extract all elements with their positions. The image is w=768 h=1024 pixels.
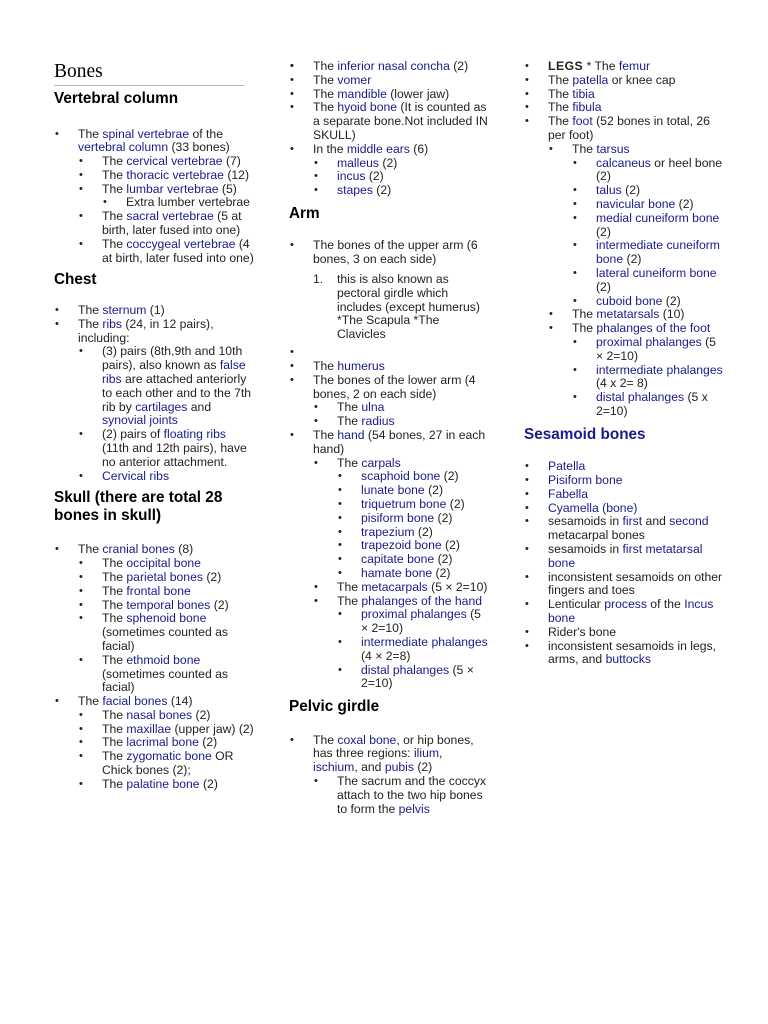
list-item-parietal: • The parietal bones (2) — [78, 571, 254, 585]
link-metacarpals[interactable]: metacarpals — [361, 579, 428, 594]
list-item-ribs: • The ribs (24, in 12 pairs), including: • (3) pairs (8th,9th and 10th pairs), also known as false ribs are attached anteriorly to each other and to the 7th rib by cartilages and synovial joints • (2) pairs of floating ribs (11th and 12th pairs), have no anterior attachment. • Cervical ribs — [54, 318, 254, 484]
list-item-navicular: • navicular bone (2) — [572, 198, 724, 212]
list-item-nasal: • The nasal bones (2) — [78, 709, 254, 723]
link-sacral-vertebrae[interactable]: sacral vertebrae — [126, 209, 214, 224]
link-patella[interactable]: patella — [572, 72, 609, 87]
heading-chest: Chest — [54, 271, 97, 289]
link-cervical-vertebrae[interactable]: cervical vertebrae — [126, 154, 223, 169]
numbered-list-pectoral — [313, 273, 489, 342]
column-1 — [54, 56, 254, 792]
link-thoracic-vertebrae[interactable]: thoracic vertebrae — [126, 167, 224, 182]
link-sternum[interactable]: sternum — [102, 302, 147, 317]
list-item-temporal: • The temporal bones (2) — [78, 599, 254, 613]
link-cranial-bones[interactable]: cranial bones — [102, 542, 175, 557]
link-palatine-bone[interactable]: palatine bone — [126, 776, 200, 791]
link-lunate-bone[interactable]: lunate bone — [361, 483, 425, 498]
list-item-extra-lumber: • Extra lumber vertebrae — [102, 196, 254, 210]
list-item-tibia: • The tibia — [524, 88, 724, 102]
link-ischium[interactable]: ischium — [313, 760, 355, 775]
link-tarsus[interactable]: tarsus — [596, 141, 630, 156]
link-occipital-bone[interactable]: occipital bone — [126, 556, 201, 571]
link-lacrimal-bone[interactable]: lacrimal bone — [126, 735, 199, 750]
link-fibula[interactable]: fibula — [572, 100, 602, 115]
list-item-pisiform: • pisiform bone (2) — [337, 512, 489, 526]
list-item-hyoid: • The hyoid bone (It is counted as a separate bone.Not included IN SKULL) — [289, 101, 489, 142]
link-intermediate-phalanges-foot[interactable]: intermediate phalanges — [596, 362, 723, 377]
link-ilium[interactable]: ilium — [413, 746, 440, 761]
list-item-lumbar: • The lumbar vertebrae (5) • Extra lumber vertebrae — [78, 183, 254, 211]
heading-arm: Arm — [289, 204, 320, 222]
link-carpals[interactable]: carpals — [361, 455, 401, 470]
link-tibia[interactable]: tibia — [572, 86, 595, 101]
list-item-frontal: • The frontal bone — [78, 585, 254, 599]
list-item-carpals: • The carpals • scaphoid bone (2) • lunate bone (2) • triquetrum bone (2) • pisiform bone (2) • trapezium (2) • trapezoid bone (2) • capitate bone (2) • hamate bone (2) — [313, 457, 489, 581]
list-arm — [289, 239, 489, 691]
list-item-facial: • The facial bones (14) • The nasal bones (2) • The maxillae (upper jaw) (2) • The lacrimal bone (2) • The zygomatic bone OR Chick bones (2); • The palatine bone (2) — [54, 695, 254, 792]
link-hyoid-bone[interactable]: hyoid bone — [337, 100, 398, 115]
list-item-phalanges-foot: • The phalanges of the foot • proximal phalanges (5 × 2=10) • intermediate phalanges (4 x 2= 8) • distal phalanges (5 x 2=10) — [548, 322, 724, 419]
link-cyamella[interactable]: Cyamella (bone) — [548, 500, 638, 515]
list-item-thoracic: • The thoracic vertebrae (12) — [78, 169, 254, 183]
list-item-legs: • LEGS * The femur — [524, 60, 724, 74]
link-hand[interactable]: hand — [337, 428, 365, 443]
list-item-vomer: • The vomer — [289, 74, 489, 88]
list-item-trapezium: • trapezium (2) — [337, 526, 489, 540]
link-sesamoid-pisiform[interactable]: Pisiform bone — [548, 473, 623, 488]
heading-pelvic-girdle: Pelvic girdle — [289, 698, 380, 716]
list-item-sesamoids-metatarsal: • sesamoids in first metatarsal bone — [524, 543, 724, 571]
page-title: Bones — [54, 60, 244, 86]
link-vertebral-column[interactable]: vertebral column — [78, 140, 169, 155]
heading-skull: Skull (there are total 28 bones in skull) — [54, 489, 223, 524]
link-distal-phalanges-hand[interactable]: distal phalanges — [361, 662, 450, 677]
list-item-lunate: • lunate bone (2) — [337, 484, 489, 498]
link-stapes[interactable]: stapes — [337, 183, 373, 198]
heading-sesamoid-bones: Sesamoid bones — [524, 425, 646, 443]
link-lumbar-vertebrae[interactable]: lumbar vertebrae — [126, 181, 219, 196]
link-talus[interactable]: talus — [596, 183, 622, 198]
link-spinal-vertebrae[interactable]: spinal vertebrae — [102, 126, 190, 141]
link-intermediate-phalanges-hand[interactable]: intermediate phalanges — [361, 634, 488, 649]
list-item-metatarsals: • The metatarsals (10) — [548, 308, 724, 322]
link-metatarsals[interactable]: metatarsals — [596, 307, 660, 322]
list-item-ethmoid: • The ethmoid bone (sometimes counted as facial) — [78, 654, 254, 695]
list-item-triquetrum: • triquetrum bone (2) — [337, 498, 489, 512]
list-item-hamate: • hamate bone (2) — [337, 567, 489, 581]
link-temporal-bones[interactable]: temporal bones — [126, 597, 211, 612]
link-fabella[interactable]: Fabella — [548, 486, 588, 501]
link-navicular-bone[interactable]: navicular bone — [596, 196, 676, 211]
list-item-blank — [289, 346, 489, 360]
link-ethmoid-bone[interactable]: ethmoid bone — [126, 652, 201, 667]
list-item-lower-arm: • The bones of the lower arm (4 bones, 2 on each side) • The ulna • The radius — [289, 374, 489, 429]
list-item-lenticular: • Lenticular process of the Incus bone — [524, 598, 724, 626]
list-item-sesamoid-patella — [524, 460, 724, 474]
list-item-mandible: • The mandible (lower jaw) — [289, 88, 489, 102]
link-vomer[interactable]: vomer — [337, 72, 372, 87]
list-item-floating-ribs: • (2) pairs of floating ribs (11th and 12th pairs), have no anterior attachment. — [78, 428, 254, 469]
link-maxillae[interactable]: maxillae — [126, 721, 172, 736]
link-zygomatic-bone[interactable]: zygomatic bone — [126, 749, 212, 764]
list-item-inferior-nasal: • • The inferior nasal concha (2) — [289, 60, 489, 74]
list-item-fabella — [524, 488, 724, 502]
list-item-intermediate-foot: • intermediate phalanges (4 x 2= 8) — [572, 364, 724, 392]
link-sphenoid-bone[interactable]: sphenoid bone — [126, 611, 207, 626]
link-false-ribs[interactable]: false ribs — [102, 358, 246, 386]
link-humerus[interactable]: humerus — [337, 359, 385, 374]
link-triquetrum-bone[interactable]: triquetrum bone — [361, 497, 447, 512]
list-item-humerus: • The humerus — [289, 360, 489, 374]
column-2 — [289, 60, 489, 816]
column-3 — [524, 60, 724, 667]
link-hamate-bone[interactable]: hamate bone — [361, 566, 433, 580]
list-item-coccygeal: • The coccygeal vertebrae (4 at birth, later fused into one) — [78, 238, 254, 266]
link-frontal-bone[interactable]: frontal bone — [126, 583, 191, 598]
list-item-sesamoid-pisiform — [524, 474, 724, 488]
list-item-tarsus: • The tarsus • calcaneus or heel bone (2) • talus (2) • navicular bone (2) • medial cuneiform bone (2) • intermediate cuneiform bone (2) • lateral cuneiform bone (2) • cuboid bone (2) — [548, 143, 724, 309]
list-item-distal-foot: • distal phalanges (5 x 2=10) — [572, 391, 724, 419]
list-item-cervical: • The cervical vertebrae (7) — [78, 155, 254, 169]
list-item-sacral: • The sacral vertebrae (5 at birth, later fused into one) — [78, 210, 254, 238]
link-trapezium[interactable]: trapezium — [361, 524, 415, 539]
list-item-capitate: • capitate bone (2) — [337, 553, 489, 567]
link-sesamoid-patella[interactable]: Patella — [548, 459, 586, 474]
link-coccygeal-vertebrae[interactable]: coccygeal vertebrae — [126, 236, 236, 251]
list-item-palatine: • The palatine bone (2) — [78, 778, 254, 792]
link-coxal-bone[interactable]: coxal bone — [337, 732, 397, 747]
list-item-cranial: • The cranial bones (8) • The occipital bone • The parietal bones (2) • The frontal bone • The temporal bones (2) • The sphenoid bone (sometimes counted as facial) • The ethmoid bone (sometimes counted as facial) — [54, 543, 254, 695]
link-ulna[interactable]: ulna — [361, 400, 385, 415]
link-cartilages[interactable]: cartilages — [135, 399, 188, 414]
list-item-upper-arm: • The bones of the upper arm (6 bones, 3 on each side) 1. this is also known as pectoral girdle which includes (except humerus) *The Scapula *The Clavicles — [289, 239, 489, 342]
link-pubis[interactable]: pubis — [384, 760, 414, 775]
list-item-incus: • incus (2) — [313, 170, 489, 184]
list-item-proximal-hand: • proximal phalanges (5 × 2=10) — [337, 608, 489, 636]
list-item-patella: • The patella or knee cap — [524, 74, 724, 88]
link-first-metatarsal[interactable]: first metatarsal bone — [548, 542, 703, 570]
list-item-spinal: • The spinal vertebrae of the vertebral column (33 bones) • The cervical vertebrae (7) • The thoracic vertebrae (12) • The lumbar vertebrae (5) • Extra lumber vertebrae • The sacral vertebrae (5 at birth, later fused into one) • The coccygeal vertebrae (4 at birth, later fused into one) — [54, 128, 254, 266]
link-incus[interactable]: incus — [337, 169, 366, 184]
list-pelvic — [289, 734, 489, 817]
link-second-metacarpal[interactable]: second — [669, 514, 709, 529]
list-item-coxal: • The coxal bone, or hip bones, has three regions: ilium, ischium, and pubis (2) • The sacrum and the coccyx attach to the two hip bones to form the pelvis — [289, 734, 489, 817]
list-item-cuboid: • cuboid bone (2) — [572, 295, 724, 309]
link-nasal-bones[interactable]: nasal bones — [126, 707, 193, 722]
link-pelvis[interactable]: pelvis — [398, 801, 430, 816]
list-item-fibula: • The fibula — [524, 101, 724, 115]
link-scaphoid-bone[interactable]: scaphoid bone — [361, 469, 441, 484]
link-pisiform-bone[interactable]: pisiform bone — [361, 510, 435, 525]
list-item-ulna: • The ulna — [313, 401, 489, 415]
link-floating-ribs[interactable]: floating ribs — [163, 427, 226, 442]
list-item-intermediate-hand: • intermediate phalanges (4 × 2=8) — [337, 636, 489, 664]
list-sesamoid — [524, 460, 724, 667]
list-item-scaphoid: • scaphoid bone (2) — [337, 470, 489, 484]
link-synovial-joints[interactable]: synovial joints — [102, 413, 178, 428]
link-foot[interactable]: foot — [572, 114, 593, 129]
list-item-distal-hand: • distal phalanges (5 × 2=10) — [337, 664, 489, 692]
list-item-maxillae: • The maxillae (upper jaw) (2) — [78, 723, 254, 737]
list-item-lateral-cuneiform: • lateral cuneiform bone (2) — [572, 267, 724, 295]
heading-vertebral-column: Vertebral column — [54, 90, 179, 107]
list-item-malleus: • malleus (2) — [313, 157, 489, 171]
list-item-foot: • The foot (52 bones in total, 26 per foot) • The tarsus • calcaneus or heel bone (2) • talus (2) • navicular bone (2) • medial cuneiform bone (2) • intermediate cuneiform bone (2) • lateral cuneiform bone (2) • cuboid bone (2) • The metatarsals (10) • The phalanges of the foot • proximal phalanges (5 × 2=10) • intermediate phalanges (4 x 2= 8) • distal phalanges (5 x 2=10) — [524, 115, 724, 419]
list-item-sphenoid: • The sphenoid bone (sometimes counted as facial) — [78, 612, 254, 653]
link-capitate-bone[interactable]: capitate bone — [361, 552, 435, 567]
list-item-radius: • The radius — [313, 415, 489, 429]
link-middle-ears[interactable]: middle ears — [346, 141, 410, 156]
list-item-sesamoids-metacarpal: • sesamoids in first and second metacarpal bones — [524, 515, 724, 543]
link-incus-bone[interactable]: Incus bone — [548, 597, 714, 625]
link-calcaneus[interactable]: calcaneus — [596, 155, 651, 170]
list-item-calcaneus: • calcaneus or heel bone (2) — [572, 157, 724, 185]
list-item-riders-bone: • Rider's bone — [524, 626, 724, 640]
link-buttocks[interactable]: buttocks — [605, 652, 651, 667]
list-item-stapes: • stapes (2) — [313, 184, 489, 198]
link-mandible[interactable]: mandible — [337, 86, 387, 101]
list-item-phalanges-hand: • The phalanges of the hand • proximal phalanges (5 × 2=10) • intermediate phalanges (4 × 2=8) • distal phalanges (5 × 2=10) — [313, 595, 489, 692]
list-item-cervical-ribs — [78, 470, 254, 484]
list-item-proximal-foot: • proximal phalanges (5 × 2=10) — [572, 336, 724, 364]
link-lateral-cuneiform[interactable]: lateral cuneiform bone — [596, 265, 717, 280]
link-process[interactable]: process — [604, 597, 647, 612]
link-cuboid-bone[interactable]: cuboid bone — [596, 293, 663, 308]
link-inferior-nasal-concha[interactable]: inferior nasal concha — [337, 59, 450, 73]
list-item-zygomatic: • The zygomatic bone OR Chick bones (2); — [78, 750, 254, 778]
list-item-medial-cuneiform: • medial cuneiform bone (2) — [572, 212, 724, 240]
link-proximal-phalanges-hand[interactable]: proximal phalanges — [361, 607, 467, 622]
list-item-trapezoid: • trapezoid bone (2) — [337, 539, 489, 553]
list-item-inconsistent-fingers: • inconsistent sesamoids on other fingers and toes — [524, 571, 724, 599]
list-facial-continued — [289, 60, 489, 198]
list-skull — [54, 543, 254, 791]
list-item-metacarpals: • The metacarpals (5 × 2=10) — [313, 581, 489, 595]
list-item-cyamella — [524, 502, 724, 516]
list-item-false-ribs: • (3) pairs (8th,9th and 10th pairs), also known as false ribs are attached anteriorly to each other and to the 7th rib by cartilages and synovial joints — [78, 345, 254, 428]
link-first-metacarpal[interactable]: first — [622, 514, 643, 529]
list-item-talus: • talus (2) — [572, 184, 724, 198]
list-legs — [524, 60, 724, 419]
list-item-occipital: • The occipital bone — [78, 557, 254, 571]
link-femur[interactable]: femur — [618, 59, 651, 73]
link-facial-bones[interactable]: facial bones — [102, 694, 168, 709]
link-intermediate-cuneiform[interactable]: intermediate cuneiform bone — [596, 238, 720, 267]
list-item-sacrum-coccyx: • The sacrum and the coccyx attach to the two hip bones to form the pelvis — [313, 775, 489, 816]
list-item-lacrimal: • The lacrimal bone (2) — [78, 736, 254, 750]
list-item-inconsistent-legs: • inconsistent sesamoids in legs, arms, and buttocks — [524, 640, 724, 668]
link-trapezoid-bone[interactable]: trapezoid bone — [361, 538, 442, 553]
link-parietal-bones[interactable]: parietal bones — [126, 569, 203, 584]
link-distal-phalanges-foot[interactable]: distal phalanges — [596, 390, 685, 405]
list-item-pectoral: 1. this is also known as pectoral girdle which includes (except humerus) *The Scapula *The Clavicles — [313, 272, 480, 342]
list-chest — [54, 304, 254, 483]
link-proximal-phalanges-foot[interactable]: proximal phalanges — [596, 334, 702, 349]
list-item-hand: • The hand (54 bones, 27 in each hand) • The carpals • scaphoid bone (2) • lunate bone (2) • triquetrum bone (2) • pisiform bone (2) • trapezium (2) • trapezoid bone (2) • capitate bone (2) • hamate bone (2) • The metacarpals (5 × 2=10) • The phalanges of the hand • proximal phalanges (5 × 2=10) • intermediate phalanges (4 × 2=8) • distal phalanges (5 × 2=10) — [289, 429, 489, 691]
list-item-middle-ears: • In the middle ears (6) • malleus (2) • incus (2) • stapes (2) — [289, 143, 489, 198]
list-item-intermediate-cuneiform: • intermediate cuneiform bone (2) — [572, 239, 724, 267]
link-phalanges-hand[interactable]: phalanges of the hand — [361, 593, 483, 608]
list-item-sternum: • The sternum (1) — [54, 304, 254, 318]
link-medial-cuneiform[interactable]: medial cuneiform bone — [596, 210, 720, 225]
link-cervical-ribs[interactable]: Cervical ribs — [102, 468, 170, 483]
list-item-facial-cont — [289, 60, 489, 143]
link-malleus[interactable]: malleus — [337, 155, 379, 170]
link-radius[interactable]: radius — [361, 414, 395, 429]
list-vertebral — [54, 128, 254, 266]
link-ribs[interactable]: ribs — [102, 316, 123, 331]
link-phalanges-foot[interactable]: phalanges of the foot — [596, 321, 711, 336]
